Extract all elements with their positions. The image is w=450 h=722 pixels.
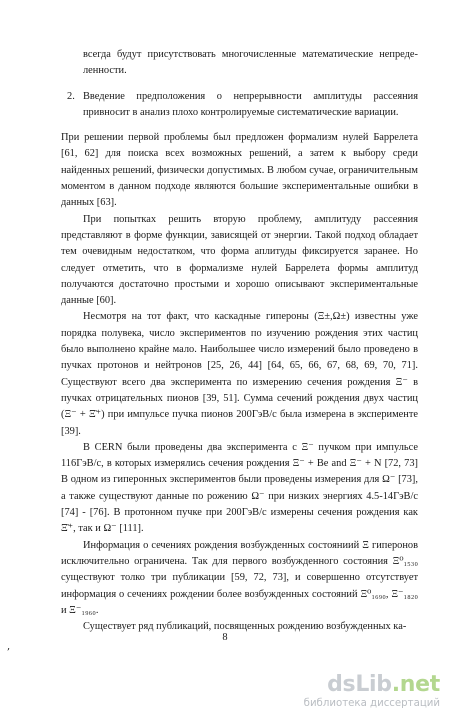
paragraph: Несмотря на тот факт, что каскадные гипероны (Ξ±,Ω±) известны уже порядка полувека, число экспериментов по изучению рождения этих частиц было выполнено крайне мало. Наибольшее число измерений было проведено в пучках протонов и нейтронов [25, 26, 44] [64, 65, 66, 67, 68, 69, 70, 71]. Существуют всего два эксперимента по измерению сечения рождения Ξ⁻ в пучках отрицательных пионов [39, 51]. Сумма сечений рождения двух частиц (Ξ⁻ + Ξ̄⁺) при импульсе пучка пионов 200ГэВ/c была измерена в эксперименте [39]. [61,311,418,437]
watermark-logo: dsLib.net [327,672,440,697]
paragraph: При попытках решить вторую проблему, амплитуду рассеяния представляют в форме функции, зависящей от энергии. Такой подход обладает тем очевидным недостатком, что форма аплитуды фиксируется заранее. Но следует отметить, что в формализме нулей Баррелета формы амплитуд получаются достаточно простыми и хорошо описывают экспериментальные данные [60]. [61,213,418,307]
page-body [61,47,418,635]
watermark [304,673,440,709]
paragraph: Существует ряд публикаций, посвященных рождению возбужденных ка- [83,621,407,633]
list-item-number: 2. [67,90,75,102]
list-item-continuation: всегда будут присутствовать многочисленные математические непредe-ленности. [83,49,418,77]
page-number: 8 [222,632,228,643]
watermark-subtitle: библиотека диссертаций [303,698,440,709]
paragraph: В CERN были проведены два эксперимента с Ξ⁻ пучком при импульсе 116ГэВ/c, в которых измерялись сечения рождения Ξ⁻ + Be and Ξ⁻ + N [72, 73] В одном из гиперонных экспериментов были проведены измерения для Ω⁻ [73], а также существуют данные по рожению Ω⁻ при низких энергиях 4.5-14ГэВ/c [74] - [76]. В протонном пучке при 200ГэВ/c измерены сечения рождения как Ξ̄⁺, так и Ω⁻ [111]. [61,441,418,535]
margin-mark: , [7,641,11,652]
list-item-2 [61,89,418,122]
paragraph: При решении первой проблемы был предложен формализм нулей Баррелета [61, 62] для поиска всех возможных решений, а затем к выбору среди найденных решений, физически допустимых. В любом сучае, ограничительным моментом в данном подходе являются большие экспериментальные ошибки в данных [63]. [61,132,418,209]
list-item-text: Введение предположения о непрерывности амплитуды рассеяния привносит в анализ плохо контролируемые систематические вариации. [83,90,418,118]
paragraph: Информация о сечениях рождения возбужденных состояниий Ξ гиперонов исключительно ограничена. Так для первого возбужденного состояния Ξ⁰₁₅₃₀ существуют толко три публикации [59, 72, 73], и совершенно отсутствует информация о сечениях рождении более возбужденных состояний Ξ⁰₁₆₉₀, Ξ⁻₁₈₂₀ и Ξ⁻₁₉₆₀. [61,539,418,616]
